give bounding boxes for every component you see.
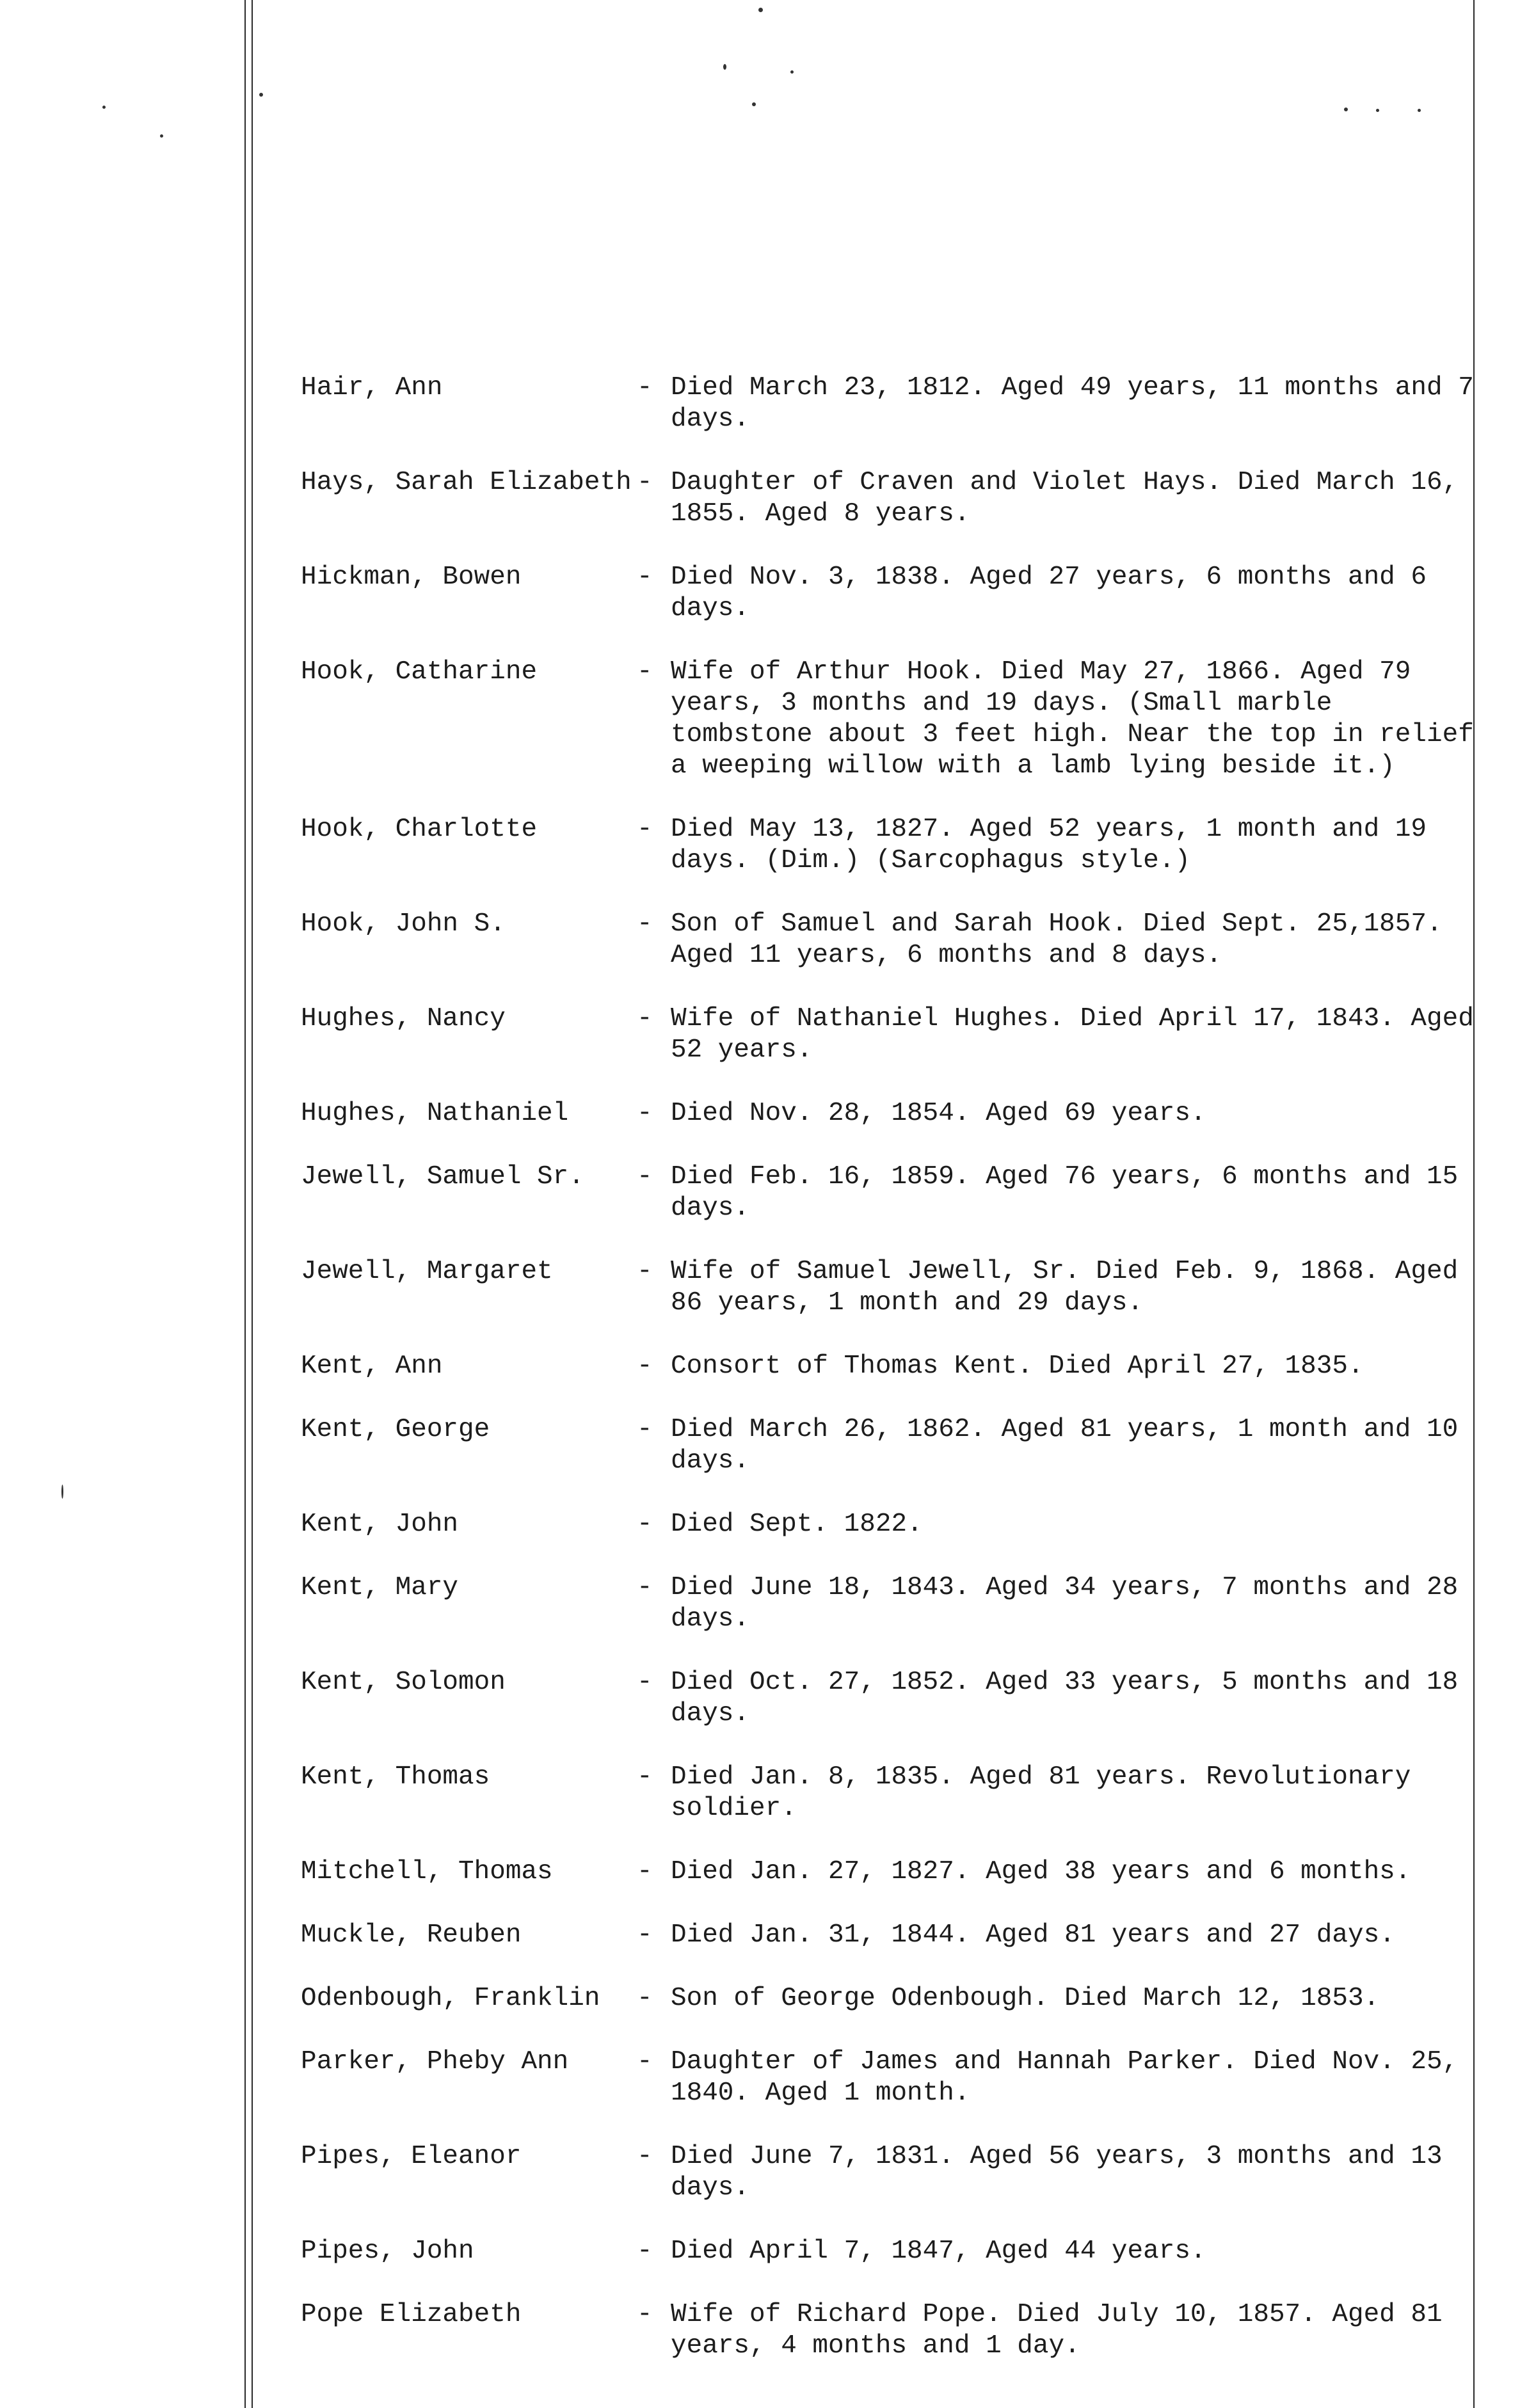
scan-speck [752, 102, 756, 106]
entry-description: Died Feb. 16, 1859. Aged 76 years, 6 months and 15 days. [671, 1162, 1459, 1223]
burial-entry [301, 562, 1478, 625]
entry-name: Mitchell, Thomas [301, 1857, 553, 1886]
entry-description: Son of Samuel and Sarah Hook. Died Sept. 25,1857. Aged 11 years, 6 months and 8 days. [671, 909, 1443, 970]
burial-entry [301, 1983, 1478, 2014]
burial-entry [301, 467, 1478, 530]
entry-dash: - [637, 1510, 653, 1539]
entry-dash: - [637, 2300, 653, 2329]
burial-entry [301, 1414, 1478, 1477]
entry-name: Kent, Thomas [301, 1762, 490, 1792]
entry-description: Daughter of Craven and Violet Hays. Died March 16, 1855. Aged 8 years. [671, 468, 1459, 529]
entry-description: Died June 7, 1831. Aged 56 years, 3 months and 13 days. [671, 2142, 1443, 2203]
entry-description: Son of George Odenbough. Died March 12, 1853. [671, 1984, 1380, 2013]
entry-dash: - [637, 1920, 653, 1950]
entry-description: Wife of Arthur Hook. Died May 27, 1866. Aged 79 years, 3 months and 19 days. (Small marble tombstone about 3 feet high. Near the top in relief a weeping willow with a lamb lying beside it.) [671, 657, 1474, 781]
left-margin-rule [244, 0, 246, 2408]
scan-speck [758, 8, 763, 12]
entry-dash: - [637, 1762, 653, 1792]
burial-entry [301, 1856, 1478, 1888]
burial-entry [301, 1572, 1478, 1635]
scan-speck [790, 70, 794, 74]
scan-speck [1376, 109, 1379, 112]
entry-description: Died Nov. 3, 1838. Aged 27 years, 6 months and 6 days. [671, 562, 1427, 623]
entry-dash: - [637, 1004, 653, 1033]
entry-name: Kent, John [301, 1510, 459, 1539]
entry-description: Died Nov. 28, 1854. Aged 69 years. [671, 1099, 1206, 1128]
left-margin-rule-inner [252, 0, 253, 2408]
entry-dash: - [637, 2142, 653, 2171]
burial-entry [301, 2299, 1478, 2362]
entry-dash: - [637, 1573, 653, 1602]
burial-entry [301, 1256, 1478, 1319]
entry-description: Died Jan. 8, 1835. Aged 81 years. Revolutionary soldier. [671, 1762, 1411, 1823]
entry-description: Died April 7, 1847, Aged 44 years. [671, 2237, 1206, 2266]
scan-speck [61, 1485, 63, 1499]
burial-entry [301, 1762, 1478, 1824]
entry-name: Kent, Solomon [301, 1668, 506, 1697]
burial-entry [301, 2046, 1478, 2109]
entry-description: Died Jan. 31, 1844. Aged 81 years and 27 days. [671, 1920, 1395, 1950]
entry-name: Hays, Sarah Elizabeth [301, 468, 632, 497]
entry-name: Jewell, Samuel Sr. [301, 1162, 584, 1192]
entry-dash: - [637, 468, 653, 497]
entry-name: Kent, Mary [301, 1573, 459, 1602]
entry-dash: - [637, 1099, 653, 1128]
burial-entry [301, 1667, 1478, 1730]
entry-name: Hook, John S. [301, 909, 506, 939]
entry-name: Hook, Charlotte [301, 815, 538, 844]
entry-dash: - [637, 2237, 653, 2266]
burial-entry [301, 1509, 1478, 1540]
scan-speck [102, 106, 106, 109]
scan-speck [259, 93, 263, 97]
entry-dash: - [637, 909, 653, 939]
entry-description: Died March 26, 1862. Aged 81 years, 1 month and 10 days. [671, 1415, 1459, 1476]
entry-name: Pipes, Eleanor [301, 2142, 522, 2171]
entry-dash: - [637, 1352, 653, 1381]
entry-name: Pope Elizabeth [301, 2300, 522, 2329]
entry-dash: - [637, 1257, 653, 1286]
entry-name: Muckle, Reuben [301, 1920, 522, 1950]
entry-dash: - [637, 1415, 653, 1444]
burial-entry [301, 814, 1478, 877]
entry-description: Died Sept. 1822. [671, 1510, 923, 1539]
entry-description: Wife of Richard Pope. Died July 10, 1857. Aged 81 years, 4 months and 1 day. [671, 2300, 1443, 2361]
entry-description: Died May 13, 1827. Aged 52 years, 1 month and 19 days. (Dim.) (Sarcophagus style.) [671, 815, 1427, 875]
burial-entry [301, 2236, 1478, 2267]
entry-dash: - [637, 1984, 653, 2013]
entry-dash: - [637, 1162, 653, 1192]
entry-dash: - [637, 1857, 653, 1886]
entry-name: Hughes, Nancy [301, 1004, 506, 1033]
entry-name: Jewell, Margaret [301, 1257, 553, 1286]
entry-description: Wife of Samuel Jewell, Sr. Died Feb. 9, 1868. Aged 86 years, 1 month and 29 days. [671, 1257, 1459, 1318]
entry-dash: - [637, 815, 653, 844]
entry-name: Kent, Ann [301, 1352, 443, 1381]
scan-speck [1418, 109, 1421, 112]
entry-name: Hickman, Bowen [301, 562, 522, 592]
entry-description: Daughter of James and Hannah Parker. Died Nov. 25, 1840. Aged 1 month. [671, 2047, 1459, 2108]
burial-entry [301, 2141, 1478, 2204]
entry-description: Wife of Nathaniel Hughes. Died April 17, 1843. Aged 52 years. [671, 1004, 1474, 1065]
burial-entry [301, 1161, 1478, 1224]
burial-entry [301, 1098, 1478, 1129]
scan-speck [1344, 108, 1348, 111]
entry-description: Consort of Thomas Kent. Died April 27, 1835. [671, 1352, 1364, 1381]
entry-name: Pipes, John [301, 2237, 474, 2266]
burial-entry [301, 372, 1478, 435]
burial-entry [301, 1920, 1478, 1951]
entry-name: Kent, George [301, 1415, 490, 1444]
scan-speck [160, 134, 163, 138]
burial-entry [301, 1351, 1478, 1382]
entry-name: Parker, Pheby Ann [301, 2047, 569, 2077]
entry-description: Died Oct. 27, 1852. Aged 33 years, 5 months and 18 days. [671, 1668, 1459, 1728]
entry-name: Hook, Catharine [301, 657, 538, 687]
burial-entry [301, 1003, 1478, 1066]
entry-description: Died Jan. 27, 1827. Aged 38 years and 6 months. [671, 1857, 1411, 1886]
entry-name: Odenbough, Franklin [301, 1984, 600, 2013]
entry-dash: - [637, 657, 653, 687]
entry-name: Hughes, Nathaniel [301, 1099, 569, 1128]
entry-dash: - [637, 373, 653, 403]
burial-entry [301, 909, 1478, 971]
burial-entry [301, 657, 1478, 782]
entry-description: Died March 23, 1812. Aged 49 years, 11 months and 7 days. [671, 373, 1474, 434]
burial-record-list [301, 372, 1478, 2394]
entry-dash: - [637, 1668, 653, 1697]
entry-dash: - [637, 562, 653, 592]
entry-dash: - [637, 2047, 653, 2077]
entry-name: Hair, Ann [301, 373, 443, 403]
entry-description: Died June 18, 1843. Aged 34 years, 7 months and 28 days. [671, 1573, 1459, 1634]
scan-speck [723, 64, 726, 70]
